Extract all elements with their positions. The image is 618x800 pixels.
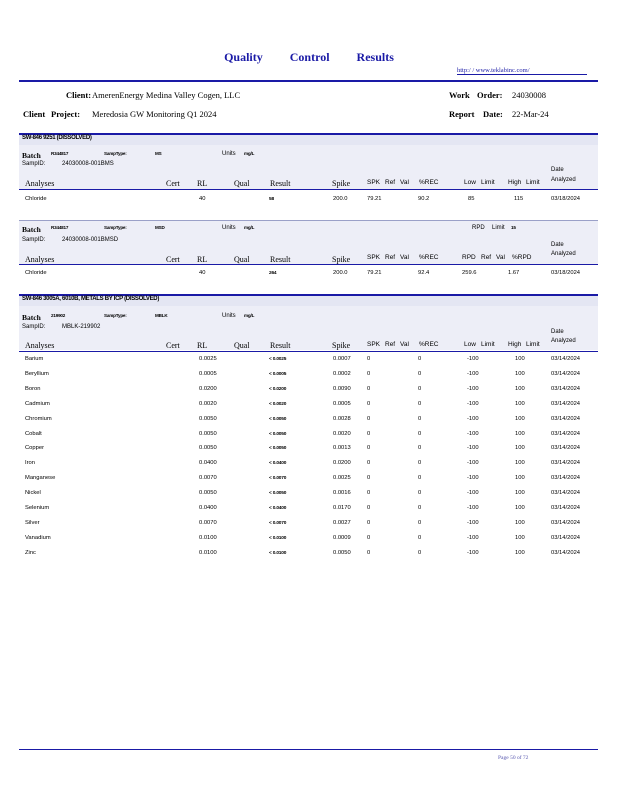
rl: 0.0100: [199, 549, 217, 556]
low-limit: -100: [467, 430, 479, 437]
units-label: Units: [222, 313, 236, 319]
rec: 0: [418, 415, 422, 422]
high-limit: 100: [515, 430, 525, 437]
spk-ref-val: 0: [367, 490, 371, 497]
section-title: SW-846 3005A, 6010B, METALS BY ICP (DISSOLVED): [22, 296, 160, 302]
col-qual: Qual: [234, 179, 250, 188]
col-qual: Qual: [234, 341, 250, 350]
date-header-1: Date: [551, 167, 564, 173]
col-spike: Spike: [332, 341, 351, 350]
rl: 0.0050: [199, 445, 217, 452]
rl: 40: [199, 196, 206, 202]
result: < 0.0025: [269, 357, 287, 362]
low-limit: -100: [467, 356, 479, 362]
high-limit: 100: [515, 415, 525, 422]
date-analyzed: 03/18/2024: [551, 270, 581, 276]
col-spk: SPK: [367, 254, 381, 261]
batch-label: Batch: [22, 225, 41, 234]
result: < 0.0070: [269, 520, 287, 526]
result: < 0.0050: [269, 491, 287, 497]
batch-id: 219902: [51, 313, 66, 318]
batch-id: R344817: [51, 151, 69, 156]
high-limit: 100: [515, 505, 525, 511]
spike: 200.0: [333, 196, 348, 202]
spk-ref-val: 79.21: [367, 196, 382, 202]
rl: 40: [199, 270, 206, 276]
col-rl: RL: [197, 255, 208, 264]
col-low-limit: Limit: [481, 341, 495, 348]
column-rule: [19, 351, 598, 352]
result: < 0.0400: [269, 506, 287, 511]
project-label: Project:: [51, 109, 81, 119]
result: < 0.0005: [269, 371, 287, 377]
col-rl: RL: [197, 179, 208, 188]
col-ref: Ref: [385, 341, 396, 348]
spike: 200.0: [333, 270, 348, 276]
spike: 0.0170: [333, 505, 351, 511]
rl: 0.0005: [199, 370, 217, 377]
date-analyzed: 03/14/2024: [551, 385, 581, 392]
result: < 0.0050: [269, 416, 287, 422]
date-analyzed: 03/14/2024: [551, 534, 581, 541]
low-limit: -100: [467, 505, 479, 511]
sampid-label: SampID:: [22, 237, 46, 243]
spk-ref-val: 0: [367, 549, 371, 556]
rec: 0: [418, 460, 422, 467]
units-value: mg/L: [244, 151, 255, 156]
units-label: Units: [222, 151, 236, 157]
spike: 0.0002: [333, 370, 351, 377]
rl: 0.0400: [199, 460, 217, 467]
col-spike: Spike: [332, 179, 351, 188]
rl: 0.0400: [199, 505, 217, 511]
rl: 0.0020: [199, 400, 217, 407]
low-limit: -100: [467, 370, 479, 377]
spike: 0.0020: [333, 430, 351, 437]
col-val: Val: [400, 254, 409, 261]
spk-ref-val: 0: [367, 460, 371, 467]
units-value: mg/L: [244, 225, 255, 230]
analyte: Chromium: [25, 415, 52, 422]
spike: 0.0005: [333, 400, 351, 407]
rec: 0: [418, 430, 422, 437]
high-limit: 100: [515, 385, 525, 392]
samptype-value: MBLK: [155, 313, 168, 318]
date-analyzed: 03/18/2024: [551, 196, 581, 202]
col-high: High: [508, 341, 522, 348]
project-label-client: Client: [23, 109, 46, 119]
date-analyzed-header-2: Analyzed: [551, 251, 576, 257]
result: < 0.0070: [269, 476, 287, 482]
result: < 0.0400: [269, 461, 287, 467]
column-rule: [19, 189, 598, 190]
col-spike: Spike: [332, 255, 351, 264]
rl: 0.0050: [199, 490, 217, 497]
report-title: [0, 50, 618, 65]
limit-label: Limit: [492, 225, 505, 231]
spike: 0.0016: [333, 490, 351, 497]
samptype-value: MSD: [155, 225, 165, 230]
website-link[interactable]: http:/ / www.teklabinc.com/: [457, 67, 587, 75]
date-analyzed: 03/14/2024: [551, 475, 581, 482]
section-header-9251: [19, 133, 598, 145]
col-cert: Cert: [166, 341, 180, 350]
rl: 0.0050: [199, 430, 217, 437]
low-limit: -100: [467, 549, 479, 556]
date-analyzed: 03/14/2024: [551, 505, 581, 511]
col-result: Result: [270, 179, 291, 188]
col-analyses: Analyses: [25, 341, 55, 350]
date-analyzed-header-3: Analyzed: [551, 338, 576, 344]
spk-ref-val: 0: [367, 519, 371, 526]
sampid-label: SampID:: [22, 324, 46, 330]
rpd-limit-label: RPD: [472, 225, 485, 231]
page-number: Page 50 of 72: [498, 755, 529, 761]
rl: 0.0025: [199, 356, 217, 362]
section-title: SW-846 9251 (DISSOLVED): [22, 135, 92, 141]
date-analyzed: 03/14/2024: [551, 356, 581, 362]
col-high: High: [508, 179, 522, 186]
date-analyzed-header-1: Analyzed: [551, 177, 576, 183]
col-low: Low: [464, 341, 476, 348]
col-low: Low: [464, 179, 476, 186]
spk-ref-val: 0: [367, 475, 371, 482]
date-analyzed: 03/14/2024: [551, 400, 581, 407]
samptype-label: SampType:: [104, 313, 127, 318]
spk-ref-val: 0: [367, 385, 371, 392]
col-cert: Cert: [166, 255, 180, 264]
high-limit: 115: [514, 196, 524, 202]
low-limit: -100: [467, 445, 479, 452]
analyte: Barium: [25, 356, 44, 362]
work-label: Work: [449, 90, 470, 100]
spike: 0.0025: [333, 475, 351, 482]
spk-ref-val: 0: [367, 534, 371, 541]
spike: 0.0200: [333, 460, 351, 467]
date-analyzed: 03/14/2024: [551, 430, 581, 437]
batch-id: R344817: [51, 225, 69, 230]
rec: 0: [418, 519, 422, 526]
analyte: Boron: [25, 385, 41, 392]
rec: 90.2: [418, 196, 430, 202]
result: < 0.0100: [269, 550, 287, 556]
analyte: Cadmium: [25, 400, 50, 407]
rec: 0: [418, 549, 422, 556]
low-limit: 85: [468, 196, 475, 202]
col-rpd-ref: Ref: [481, 254, 492, 261]
client-label: Client:: [66, 90, 92, 100]
project-value: Meredosia GW Monitoring Q1 2024: [92, 109, 217, 119]
high-limit: 100: [515, 549, 525, 556]
column-rule: [19, 264, 598, 265]
result: < 0.0200: [269, 386, 287, 392]
low-limit: -100: [467, 415, 479, 422]
result: < 0.0020: [269, 401, 287, 407]
date-analyzed: 03/14/2024: [551, 445, 581, 452]
date-analyzed: 03/14/2024: [551, 370, 581, 377]
batch-separator: [19, 220, 598, 221]
spike: 0.0027: [333, 519, 351, 526]
sampid-value: MBLK-219902: [62, 324, 101, 330]
col-result: Result: [270, 255, 291, 264]
low-limit: -100: [467, 385, 479, 392]
batch-label: Batch: [22, 151, 41, 160]
rl: 0.0050: [199, 415, 217, 422]
analyte: Silver: [25, 519, 40, 526]
col-rl: RL: [197, 341, 208, 350]
spk-ref-val: 0: [367, 445, 371, 452]
high-limit: 100: [515, 490, 525, 497]
client-value: AmerenEnergy Medina Valley Cogen, LLC: [92, 90, 241, 100]
spike: 0.0013: [333, 445, 351, 452]
high-limit: 100: [515, 460, 525, 467]
header-rule: [19, 80, 598, 82]
low-limit: -100: [467, 519, 479, 526]
footer-rule: [19, 749, 598, 750]
result: < 0.0050: [269, 431, 287, 437]
rec: 0: [418, 356, 422, 362]
col-high-limit: Limit: [526, 341, 540, 348]
col-rpd-pct: %RPD: [512, 254, 532, 261]
section-header-6010b: [19, 294, 598, 306]
spk-ref-val: 0: [367, 505, 371, 511]
col-val: Val: [400, 179, 409, 186]
col-spk: SPK: [367, 341, 381, 348]
date-analyzed: 03/14/2024: [551, 490, 581, 497]
title-word-results: Results: [356, 50, 394, 64]
analyte: Iron: [25, 460, 35, 467]
spike: 0.0050: [333, 549, 351, 556]
sampid-value: 24030008-001BMS: [62, 161, 114, 167]
rpd-ref-val: 259.6: [462, 270, 477, 276]
col-ref: Ref: [385, 254, 396, 261]
analyte: Selenium: [25, 505, 50, 511]
report-label: Report: [449, 109, 475, 119]
analyte: Zinc: [25, 549, 36, 556]
high-limit: 100: [515, 519, 525, 526]
units-value: mg/L: [244, 313, 255, 318]
title-word-quality: Quality: [224, 50, 263, 64]
rec: 0: [418, 505, 422, 511]
low-limit: -100: [467, 534, 479, 541]
spike: 0.0028: [333, 415, 351, 422]
high-limit: 100: [515, 534, 525, 541]
title-word-control: Control: [289, 50, 330, 64]
col-result: Result: [270, 341, 291, 350]
date-header-2: Date: [551, 242, 564, 248]
rec: 0: [418, 370, 422, 377]
spike: 0.0007: [333, 356, 351, 362]
work-order-value: 24030008: [512, 90, 546, 100]
col-val: Val: [400, 341, 409, 348]
result: < 0.0100: [269, 535, 287, 541]
low-limit: -100: [467, 490, 479, 497]
col-analyses: Analyses: [25, 179, 55, 188]
high-limit: 100: [515, 356, 525, 362]
date-label: Date:: [483, 109, 503, 119]
col-rec: %REC: [419, 341, 439, 348]
rl: 0.0200: [199, 385, 217, 392]
col-rpd: RPD: [462, 254, 476, 261]
order-label: Order:: [477, 90, 503, 100]
date-analyzed: 03/14/2024: [551, 415, 581, 422]
rec: 0: [418, 385, 422, 392]
rec: 0: [418, 475, 422, 482]
rl: 0.0070: [199, 475, 217, 482]
analyte: Chloride: [25, 270, 47, 276]
low-limit: -100: [467, 475, 479, 482]
col-rec: %REC: [419, 254, 439, 261]
samptype-value: MS: [155, 151, 162, 156]
analyte: Manganese: [25, 475, 56, 482]
col-rpd-val: Val: [496, 254, 505, 261]
result: 58: [269, 197, 274, 202]
low-limit: -100: [467, 460, 479, 467]
analyte: Vanadium: [25, 534, 51, 541]
analyte: Copper: [25, 445, 45, 452]
date-analyzed: 03/14/2024: [551, 460, 581, 467]
date-analyzed: 03/14/2024: [551, 519, 581, 526]
rec: 0: [418, 490, 422, 497]
report-date-value: 22-Mar-24: [512, 109, 549, 119]
col-high-limit: Limit: [526, 179, 540, 186]
spk-ref-val: 0: [367, 400, 371, 407]
spike: 0.0009: [333, 534, 351, 541]
spk-ref-val: 0: [367, 415, 371, 422]
col-qual: Qual: [234, 255, 250, 264]
rec: 0: [418, 534, 422, 541]
analyte: Nickel: [25, 490, 41, 497]
analyte: Chloride: [25, 196, 47, 202]
col-analyses: Analyses: [25, 255, 55, 264]
spk-ref-val: 0: [367, 430, 371, 437]
col-rec: %REC: [419, 179, 439, 186]
rec: 92.4: [418, 270, 430, 276]
analyte: Cobalt: [25, 430, 42, 437]
analyte: Beryllium: [25, 370, 49, 377]
col-ref: Ref: [385, 179, 396, 186]
rpd-limit-value: 15: [511, 225, 516, 230]
rpd-pct: 1.67: [508, 270, 520, 276]
col-cert: Cert: [166, 179, 180, 188]
rec: 0: [418, 400, 422, 407]
samptype-label: SampType:: [104, 225, 127, 230]
spk-ref-val: 79.21: [367, 270, 382, 276]
samptype-label: SampType:: [104, 151, 127, 156]
date-header-3: Date: [551, 329, 564, 335]
high-limit: 100: [515, 445, 525, 452]
high-limit: 100: [515, 475, 525, 482]
sampid-value: 24030008-001BMSD: [62, 237, 119, 243]
result: 264: [269, 271, 277, 276]
high-limit: 100: [515, 370, 525, 377]
col-low-limit: Limit: [481, 179, 495, 186]
rl: 0.0100: [199, 534, 217, 541]
high-limit: 100: [515, 400, 525, 407]
units-label: Units: [222, 225, 236, 231]
batch-label: Batch: [22, 313, 41, 322]
sampid-label: SampID:: [22, 161, 46, 167]
col-spk: SPK: [367, 179, 381, 186]
spike: 0.0090: [333, 385, 351, 392]
date-analyzed: 03/14/2024: [551, 549, 581, 556]
rl: 0.0070: [199, 519, 217, 526]
spk-ref-val: 0: [367, 356, 371, 362]
result: < 0.0050: [269, 446, 287, 452]
low-limit: -100: [467, 400, 479, 407]
spk-ref-val: 0: [367, 370, 371, 377]
rec: 0: [418, 445, 422, 452]
